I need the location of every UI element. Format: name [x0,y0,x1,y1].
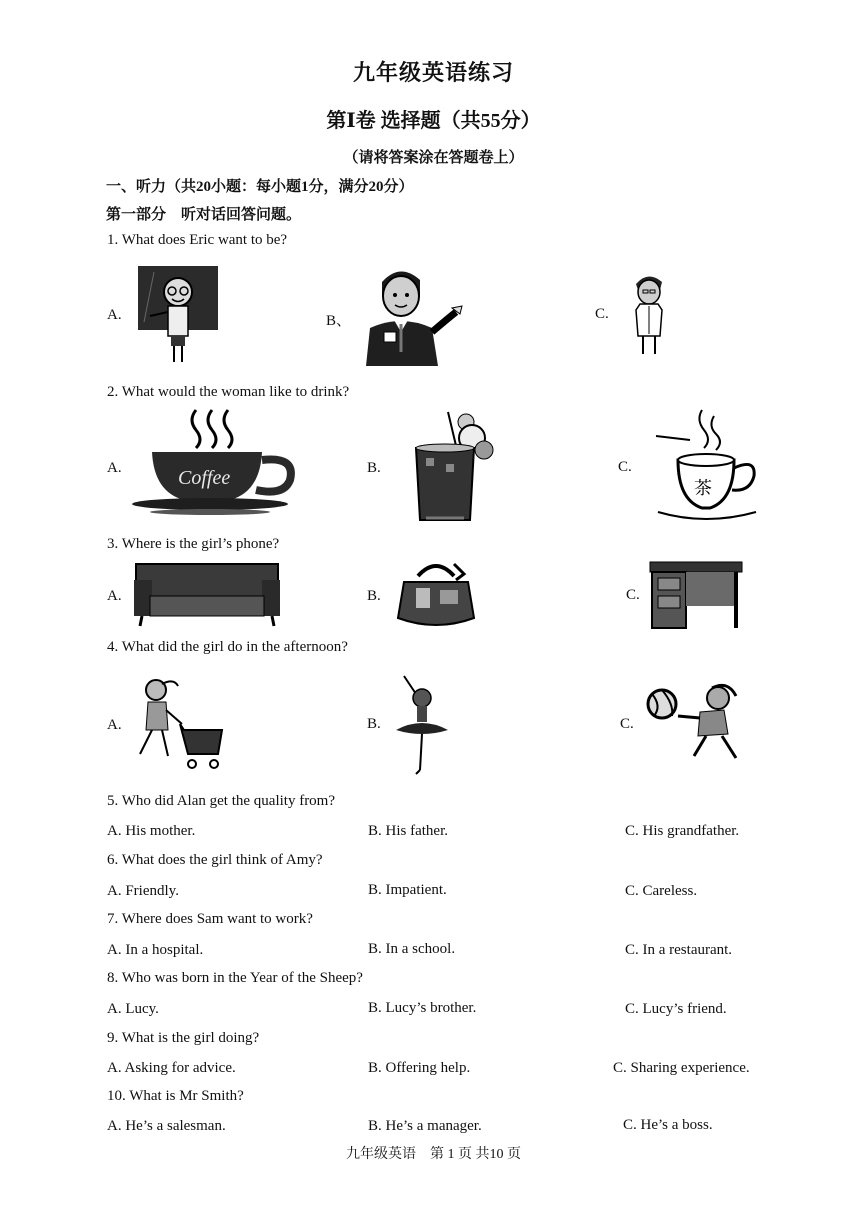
coffee-label: Coffee [178,467,231,489]
q1-option-b[interactable]: B、 [326,313,352,329]
q7-option-c[interactable]: C. In a restaurant. [625,942,733,958]
q2-option-a[interactable]: A. [107,460,122,476]
q10-option-b[interactable]: B. He’s a manager. [368,1118,482,1134]
paper-subtitle: 第Ⅰ卷 选择题（共55分） [326,110,541,132]
answer-note: （请将答案涂在答题卷上） [343,150,524,166]
question-1: 1. What does Eric want to be? [107,232,288,248]
question-7: 7. Where does Sam want to work? [107,911,313,927]
q8-option-a[interactable]: A. Lucy. [107,1001,159,1017]
section-heading: 一、听力（共20小题：每小题1分，满分20分） [106,179,414,195]
page-title: 九年级英语练习 [352,60,514,85]
q7-option-a[interactable]: A. In a hospital. [107,942,204,958]
q9-option-a[interactable]: A. Asking for advice. [107,1060,236,1076]
q4-option-b[interactable]: B. [367,716,381,732]
q9-option-b[interactable]: B. Offering help. [368,1060,471,1076]
q3-option-b[interactable]: B. [367,588,381,604]
question-9: 9. What is the girl doing? [107,1030,260,1046]
q9-option-c[interactable]: C. Sharing experience. [613,1060,750,1076]
ballet-dancer-icon [390,672,454,776]
q1-option-a[interactable]: A. [107,307,122,323]
question-6: 6. What does the girl think of Amy? [107,852,323,868]
teacher-illustration-icon [134,262,222,370]
sofa-icon [132,560,282,628]
tea-cup-icon [650,408,760,524]
volleyball-girl-icon [644,680,748,764]
q8-option-c[interactable]: C. Lucy’s friend. [625,1001,727,1017]
q6-option-c[interactable]: C. Careless. [625,883,698,899]
question-4: 4. What did the girl do in the afternoon? [107,639,348,655]
q6-option-a[interactable]: A. Friendly. [107,883,179,899]
question-8: 8. Who was born in the Year of the Sheep? [107,970,363,986]
q4-option-a[interactable]: A. [107,717,122,733]
q8-option-b[interactable]: B. Lucy’s brother. [368,1000,477,1016]
q5-option-a[interactable]: A. His mother. [107,823,196,839]
q5-option-c[interactable]: C. His grandfather. [625,823,740,839]
coffee-cup-icon [130,406,296,516]
q10-option-a[interactable]: A. He’s a salesman. [107,1118,226,1134]
q2-option-c[interactable]: C. [618,459,632,475]
q3-option-a[interactable]: A. [107,588,122,604]
q3-option-c[interactable]: C. [626,587,640,603]
tea-label: 茶 [694,478,712,499]
desk-icon [648,558,744,630]
juice-glass-icon [406,408,498,524]
q6-option-b[interactable]: B. Impatient. [368,882,447,898]
q5-option-b[interactable]: B. His father. [368,823,448,839]
question-2: 2. What would the woman like to drink? [107,384,350,400]
q7-option-b[interactable]: B. In a school. [368,941,456,957]
question-5: 5. Who did Alan get the quality from? [107,793,336,809]
question-3: 3. Where is the girl’s phone? [107,536,280,552]
q1-option-c[interactable]: C. [595,306,609,322]
question-10: 10. What is Mr Smith? [107,1088,244,1104]
bag-icon [394,558,478,630]
shopping-cart-girl-icon [132,676,226,772]
businessman-illustration-icon [360,262,464,368]
doctor-illustration-icon [628,270,670,358]
part-heading: 第一部分 听对话回答问题。 [106,207,302,223]
q4-option-c[interactable]: C. [620,716,634,732]
q2-option-b[interactable]: B. [367,460,381,476]
q10-option-c[interactable]: C. He’s a boss. [623,1117,713,1133]
page-footer: 九年级英语 第 1 页 共10 页 [346,1147,521,1162]
